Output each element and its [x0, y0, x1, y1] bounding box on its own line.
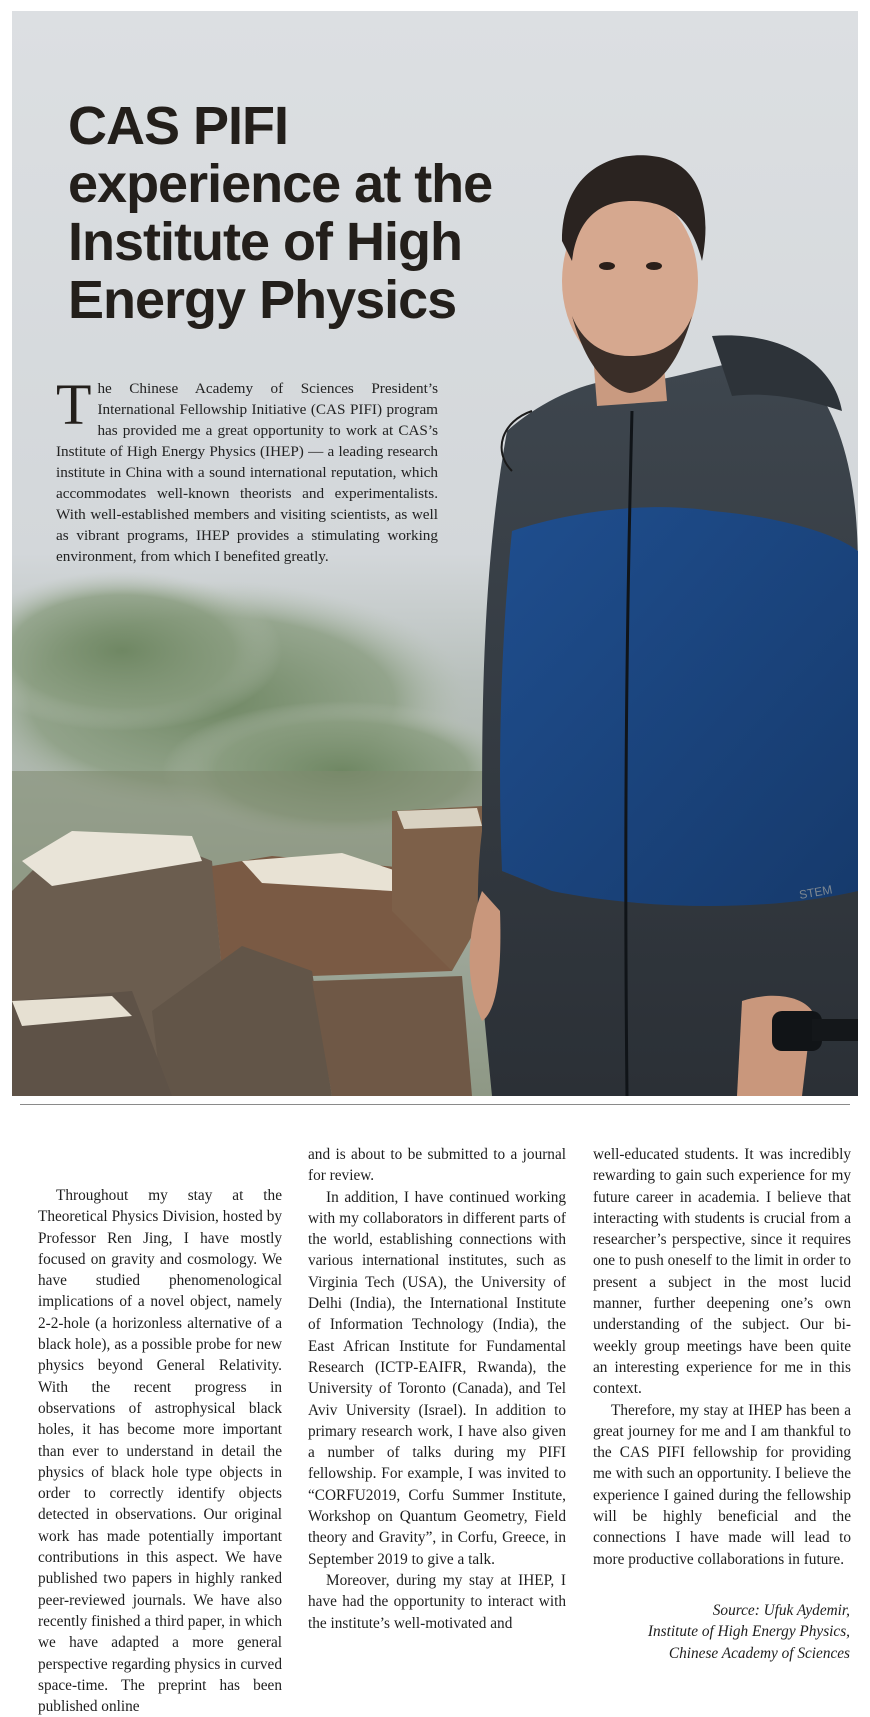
- body-column-1: [38, 1185, 282, 1717]
- source-line: Source: Ufuk Aydemir,: [712, 1602, 850, 1619]
- source-line: Institute of High Energy Physics,: [647, 1623, 850, 1641]
- col2-paragraph: In addition, I have continued working with my collaborators in different parts of the world, establishing connections with various international institutes, such as Virginia Tech (USA), the University of Delhi (India), the International Institute of Information Technology (India), the East African Institute for Fundamental Research (ICTP-EAIFR, Rwanda), the University of Toronto (Canada), and Tel Aviv University (Israel). In addition to primary research work, I have also given a number of talks during my PIFI fellowship. For example, I was invited to “CORFU2019, Corfu Summer Institute, Workshop on Quantum Geometry, Field theory and Gravity”, in Corfu, Greece, in September 2019 to give a talk.: [308, 1188, 566, 1568]
- body-column-3: [593, 1144, 851, 1570]
- col3-paragraph: well-educated students. It was incredibly rewarding to gain such experience for my future career in academia. I believe that interacting with students is crucial from a researcher’s perspective, since it requires one to push oneself to the limit in order to present a subject in the most lucid manner, further deepening one’s own understanding of the subject. Our bi-weekly group meetings have been quite an interesting experience for me in this context.: [593, 1146, 851, 1398]
- col2-paragraph: and is about to be submitted to a journal for review.: [308, 1146, 566, 1185]
- headline: CAS PIFI experience at the Institute of High Energy Physics: [68, 96, 493, 330]
- jacket-brand: STEM: [798, 882, 834, 902]
- col1-paragraph: Throughout my stay at the Theoretical Physics Division, hosted by Professor Ren Jing, I have mostly focused on gravity and cosmology. We have studied phenomenological implications of a novel object, namely 2-2-hole (a horizonless alternative of a black hole), as a possible probe for new physics beyond General Relativity. With the recent progress in observations of astrophysical black holes, it has become more important than ever to understand in detail the physics of black hole type objects in order to correctly identify objects detected in observations. Our original work has made potentially important contributions in this aspect. We have published two papers in highly ranked peer-reviewed journals. We have also recently finished a third paper, in which we have adapted a more general perspective regarding physics in curved space-time. The preprint has been published online: [38, 1187, 282, 1716]
- drop-cap: T: [56, 372, 92, 437]
- source-line: Chinese Academy of Sciences: [668, 1644, 850, 1662]
- section-divider: [20, 1104, 850, 1105]
- body-column-2: [308, 1144, 566, 1634]
- source-credit: [590, 1600, 850, 1664]
- intro-paragraph: [56, 372, 438, 567]
- intro-text: he Chinese Academy of Sciences President’s International Fellowship Initiative (CAS PIFI) program has provided me a great opportunity to work at CAS’s Institute of High Energy Physics (IHEP) — a leading research institute in China with a sound international reputation, which accommodates well-known theorists and experimentalists. With well-established members and visiting scientists, as well as vibrant programs, IHEP provides a stimulating working environment, from which I benefited greatly.: [56, 380, 438, 565]
- col2-paragraph: Moreover, during my stay at IHEP, I have had the opportunity to interact with the institute’s well-motivated and: [308, 1571, 566, 1632]
- col3-paragraph: Therefore, my stay at IHEP has been a great journey for me and I am thankful to the CAS PIFI fellowship for providing me with such an opportunity. I believe the experience I gained during the fellowship will be highly beneficial and the connections I have made will lead to more productive collaborations in future.: [593, 1401, 851, 1568]
